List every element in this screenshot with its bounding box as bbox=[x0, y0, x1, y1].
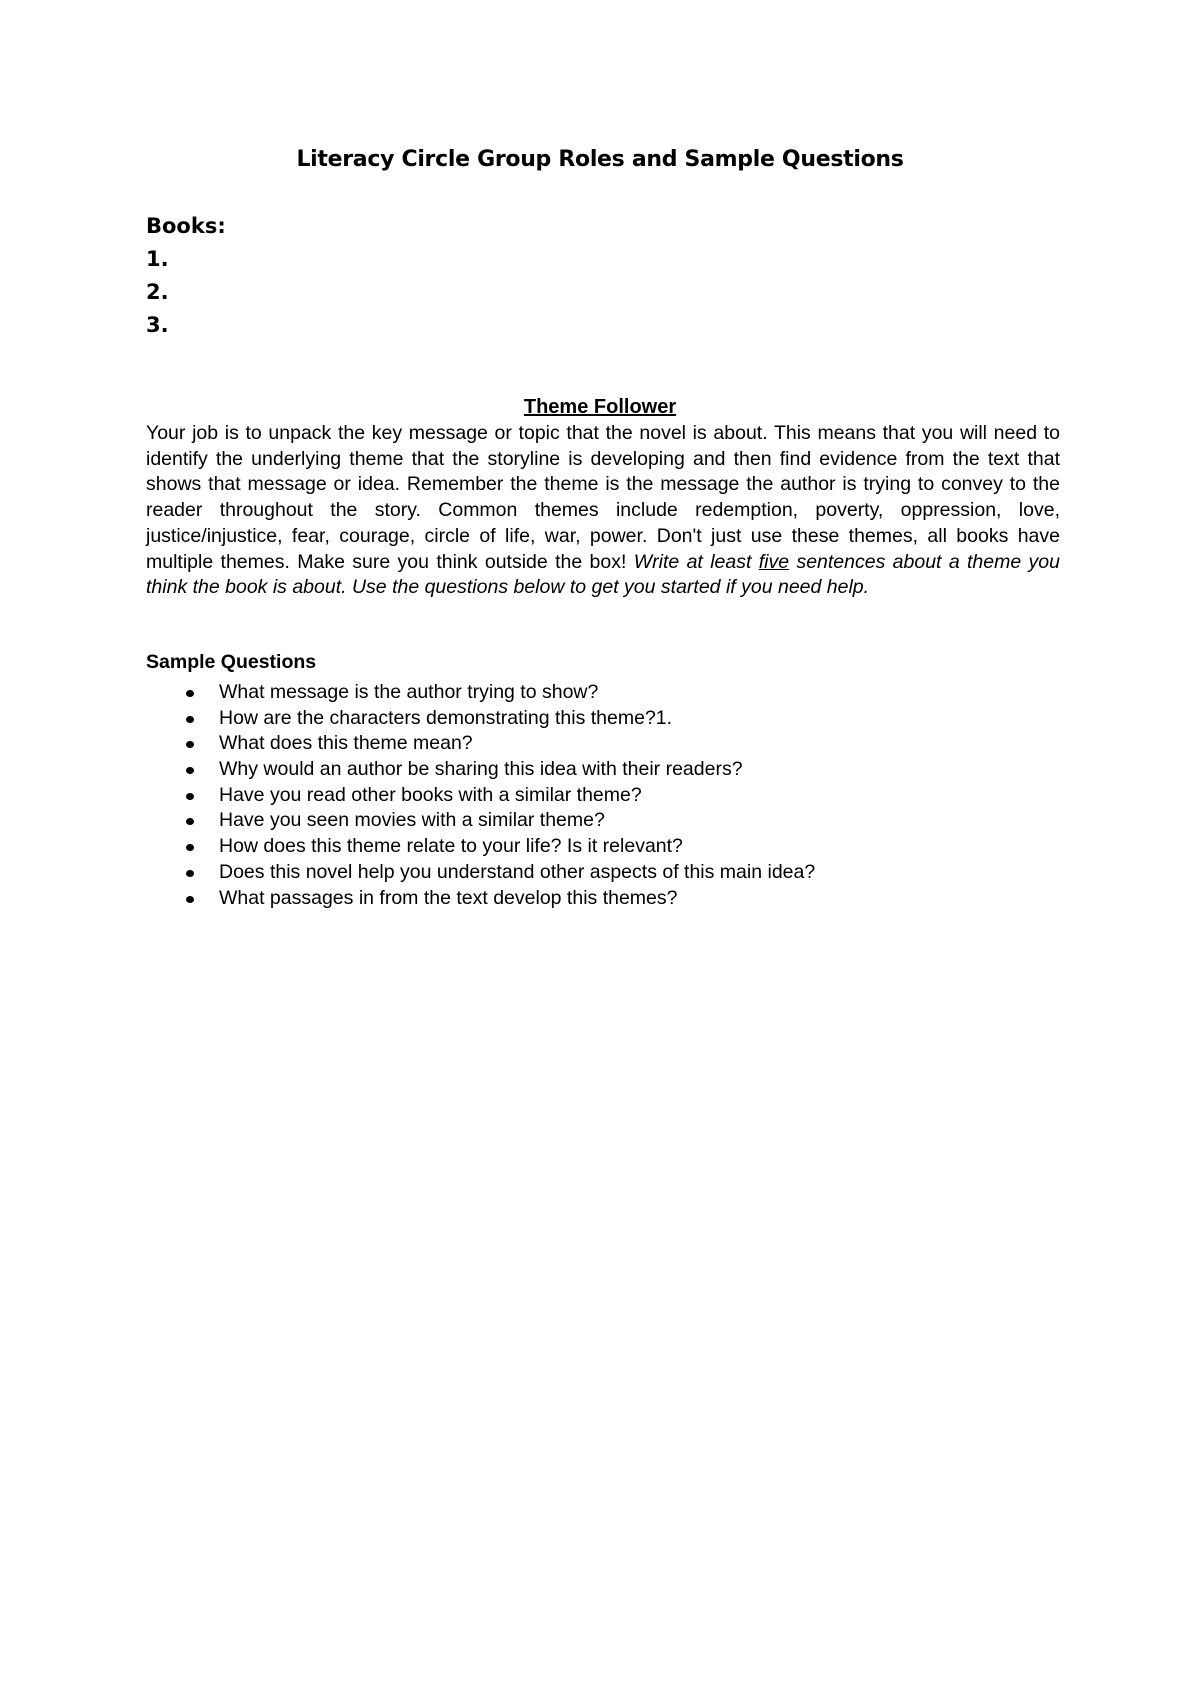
book-number-3: 3. bbox=[146, 313, 169, 337]
question-text: Have you seen movies with a similar theme? bbox=[219, 809, 605, 832]
books-label: Books: bbox=[146, 214, 226, 238]
question-text: How does this theme relate to your life? Is it relevant? bbox=[219, 835, 683, 858]
question-text: What passages in from the text develop this themes? bbox=[219, 886, 678, 909]
list-item bbox=[146, 834, 815, 860]
book-number-2: 2. bbox=[146, 280, 169, 304]
bullet-icon bbox=[186, 870, 194, 877]
question-text: Have you read other books with a similar theme? bbox=[219, 783, 642, 806]
instruction-lead: Write at least bbox=[633, 550, 759, 573]
bullet-icon bbox=[186, 844, 194, 851]
section-heading-theme-follower: Theme Follower bbox=[523, 396, 677, 418]
list-item bbox=[146, 731, 815, 757]
document-title: Literacy Circle Group Roles and Sample Questions bbox=[296, 147, 904, 172]
question-text: What does this theme mean? bbox=[219, 732, 473, 755]
list-item bbox=[146, 706, 815, 732]
list-item bbox=[146, 860, 815, 886]
list-item bbox=[146, 808, 815, 834]
question-text: What message is the author trying to show? bbox=[219, 681, 599, 703]
sample-questions-list bbox=[146, 680, 815, 911]
bullet-icon bbox=[186, 741, 194, 748]
question-text: Why would an author be sharing this idea with their readers? bbox=[219, 758, 743, 781]
theme-follower-paragraph bbox=[146, 421, 1060, 601]
bullet-icon bbox=[186, 793, 194, 800]
paragraph-body: Your job is to unpack the key message or topic that the novel is about. This means that you will need to identify the underlying theme that the storyline is developing and then find evidence from the text that shows that message or idea. Remember the theme is the message the author is trying to convey to the reader throughout the story. Common themes include redemption, poverty, oppression, love, justice/injustice, fear, courage, circle of life, war, power. Don't just use these themes, all books have multiple themes. Make sure you think outside the box! bbox=[146, 422, 1060, 573]
list-item bbox=[146, 886, 815, 912]
list-item bbox=[146, 680, 815, 706]
instruction-emphasis: five bbox=[758, 550, 790, 573]
bullet-icon bbox=[186, 896, 194, 903]
question-text: Does this novel help you understand other aspects of this main idea? bbox=[219, 860, 816, 883]
question-text: How are the characters demonstrating this theme?1. bbox=[219, 706, 673, 729]
book-number-1: 1. bbox=[146, 247, 169, 271]
list-item bbox=[146, 783, 815, 809]
sample-questions-heading: Sample Questions bbox=[146, 651, 317, 673]
list-item bbox=[146, 757, 815, 783]
instruction-tail: sentences about a theme you think the book is about. Use the questions below to get you started if you need help. bbox=[146, 550, 1060, 599]
bullet-icon bbox=[186, 716, 194, 723]
books-list bbox=[146, 210, 226, 342]
bullet-icon bbox=[186, 818, 194, 825]
bullet-icon bbox=[186, 690, 194, 697]
bullet-icon bbox=[186, 767, 194, 774]
